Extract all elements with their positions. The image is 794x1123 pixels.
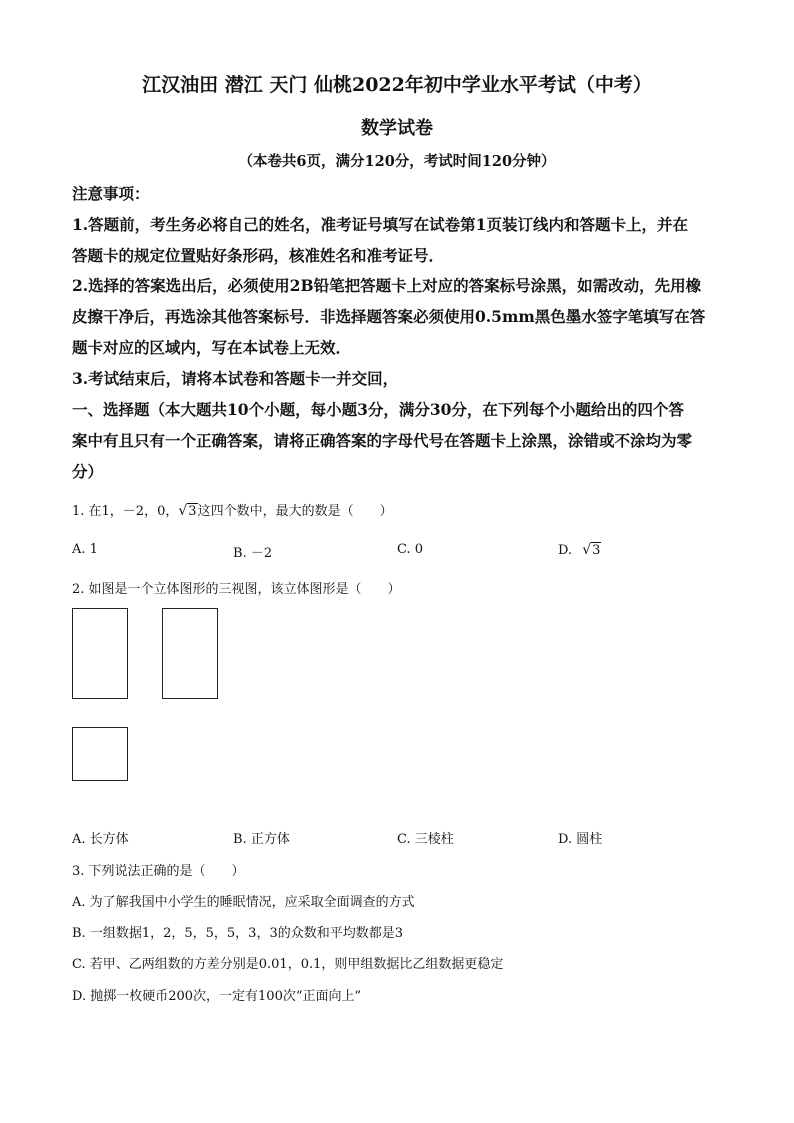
notice-line: 皮擦干净后，再选涂其他答案标号．非选择题答案必须使用0.5mm黑色墨水签字笔填写在答 (72, 307, 706, 326)
question-2-stem: 2. 如图是一个立体图形的三视图，该立体图形是（ ） (72, 582, 401, 597)
question-1-option-d (558, 542, 601, 558)
exam-title: 江汉油田 潜江 天门 仙桃2022年初中学业水平考试（中考） (142, 74, 652, 96)
notice-line: 1.答题前，考生务必将自己的姓名，准考证号填写在试卷第1页装订线内和答题卡上，并在 (72, 215, 688, 234)
notice-heading: 注意事项： (72, 184, 150, 203)
question-3-stem: 3. 下列说法正确的是（ ） (72, 864, 245, 879)
section-heading-line: 一、选择题（本大题共10个小题，每小题3分，满分30分，在下列每个小题给出的四个答 (72, 400, 684, 419)
question-1-option-a: A. 1 (72, 542, 98, 557)
top-view-square (72, 727, 128, 781)
sqrt-radicand: 3 (188, 504, 197, 519)
notice-line: 2.选择的答案选出后，必须使用2B铅笔把答题卡上对应的答案标号涂黑，如需改动，先用橡 (72, 276, 702, 295)
sqrt-symbol: √3 (582, 542, 601, 558)
notice-line: 答题卡的规定位置贴好条形码，核准姓名和准考证号． (72, 246, 445, 265)
notice-line: 题卡对应的区域内，写在本试卷上无效． (72, 338, 352, 357)
exam-info: （本卷共6页，满分120分，考试时间120分钟） (238, 153, 556, 170)
question-2-option-d: D. 圆柱 (558, 832, 603, 847)
question-3-option-c: C. 若甲、乙两组数的方差分别是0.01，0.1，则甲组数据比乙组数据更稳定 (72, 957, 504, 972)
question-1-option-c: C. 0 (397, 542, 424, 557)
question-1-stem-text: 1. 在1，－2，0， (72, 504, 179, 519)
question-1-stem-text: 这四个数中，最大的数是（ ） (197, 504, 393, 519)
section-heading-line: 分） (72, 462, 104, 481)
exam-subtitle: 数学试卷 (361, 118, 433, 139)
question-2-option-b: B. 正方体 (233, 832, 290, 847)
question-1-option-b: B. －2 (233, 546, 273, 561)
sqrt-radicand: 3 (592, 543, 601, 558)
notice-line: 3.考试结束后，请将本试卷和答题卡一并交回， (72, 369, 399, 388)
sqrt-symbol: √3 (178, 503, 197, 519)
question-1-stem (72, 500, 393, 519)
front-view-rectangle (72, 608, 128, 699)
question-3-option-d: D. 抛掷一枚硬币200次，一定有100次“正面向上” (72, 989, 362, 1004)
option-letter: D. (558, 543, 577, 558)
section-heading-line: 案中有且只有一个正确答案，请将正确答案的字母代号在答题卡上涂黑，涂错或不涂均为零 (72, 431, 693, 450)
question-2-option-c: C. 三棱柱 (397, 832, 454, 847)
side-view-rectangle (162, 608, 218, 699)
question-2-option-a: A. 长方体 (72, 832, 129, 847)
question-3-option-b: B. 一组数据1，2，5，5，5，3，3的众数和平均数都是3 (72, 926, 403, 941)
question-3-option-a: A. 为了解我国中小学生的睡眠情况，应采取全面调查的方式 (72, 895, 415, 910)
